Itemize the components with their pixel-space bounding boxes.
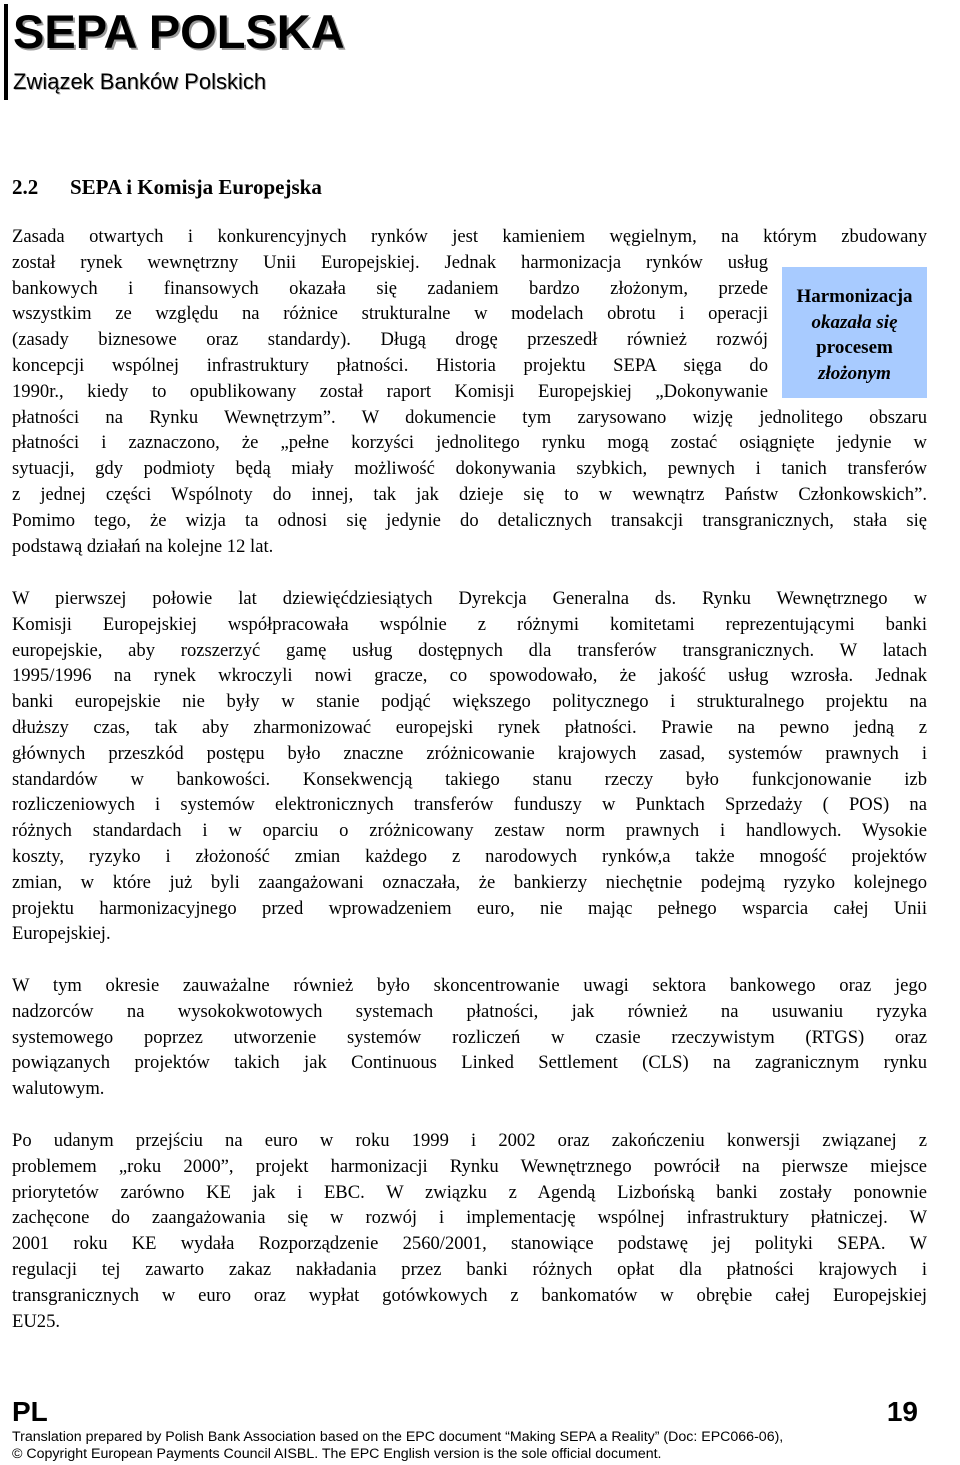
text-line: systemowego poprzez utworzenie systemów rozliczeń w czasie rzeczywistym (RTGS) oraz [12,1026,927,1048]
text-line: bankowych i finansowych okazała się zadaniem bardzo złożonym, przede [12,277,768,299]
text-line: zmian, w które już byli zaangażowani oznaczała, że bankierzy niechętnie podejmą ryzyko kolejnego [12,871,927,893]
text-line: podstawą działań na kolejne 12 lat. [12,535,274,557]
text-line: został rynek wewnętrzny Unii Europejskiej. Jednak harmonizacja rynków usług [12,251,768,273]
section-heading [12,174,322,200]
section-number: 2.2 [12,175,39,199]
text-line: 1995/1996 na rynek wkroczyli nowi gracze, co spowodowało, że jakość usług wzrosła. Jednak [12,665,927,687]
text-line: z jednej części Wspólnoty do innej, tak jak dzieje się to w wewnątrz Państw Członkowskich”. [12,483,927,505]
text-line: Europejskiej. [12,923,111,945]
text-line: głównych przeszkód postępu było znaczne zróżnicowanie krajowych zasad, systemów prawnych i [12,742,927,764]
footer-note-line: © Copyright European Payments Council AISBL. The EPC English version is the sole official document. [12,1446,662,1462]
margin-note-line: złożonym [818,363,891,384]
text-line: różnych standardach i w oparciu o zróżnicowany zestaw norm prawnych i handlowych. Wysokie [12,820,927,842]
text-line: płatności na Rynku Wewnętrzym”. W dokumencie tym zarysowano wizję jednolitego obszaru [12,406,927,428]
header-rule [4,4,8,100]
footer-note-line: Translation prepared by Polish Bank Association based on the EPC document “Making SEPA a Reality” (Doc: EPC066-06), [12,1429,784,1445]
text-line: Pomimo tego, że wizja ta odnosi się jedynie do detalicznych transakcji transgranicznych, stała się [12,509,927,531]
margin-note-line: procesem [816,337,893,358]
text-line: dłuższy czas, tak aby zharmonizować europejski rynek płatności. Prawie na pewno jedną z [12,716,927,738]
footer-note [12,1429,932,1463]
paragraph-4 [12,1128,927,1334]
text-line: 1990r., kiedy to opublikowany został raport Komisji Europejskiej „Dokonywanie [12,380,768,402]
text-line: powiązanych projektów takich jak Continuous Linked Settlement (CLS) na zagranicznym rynku [12,1052,927,1074]
text-line: europejskie, aby rozszerzyć gamę usług dostępnych dla transferów transgranicznych. W latach [12,639,927,661]
text-line: walutowym. [12,1078,105,1100]
text-line: zachęcone do zaangażowania się w rozwój i implementację wspólnej infrastruktury płatniczej. W [12,1207,927,1229]
margin-note-line: Harmonizacja [796,286,913,307]
page-number: 19 [886,1396,918,1427]
text-line: transgranicznych w euro oraz wypłat gotówkowych z bankomatów w obrębie całej Europejskiej [12,1284,927,1306]
text-line: sytuacji, gdy podmioty będą miały możliwość dokonywania szybkich, pewnych i tanich transferów [12,458,927,480]
paragraph-2 [12,586,927,947]
text-line: wszystkim ze względu na różnice strukturalne w modelach obrotu i operacji [12,303,768,325]
text-line: koszty, ryzyko i złożoność zmian każdego z narodowych rynków,a także mnogość projektów [12,845,927,867]
text-line: Komisji Europejskiej współpracowała wspólnie z różnymi komitetami reprezentującymi banki [12,613,927,635]
text-line: W pierwszej połowie lat dziewięćdziesiątych Dyrekcja Generalna ds. Rynku Wewnętrznego w [12,588,927,609]
page-subtitle: Związek Banków Polskich [13,69,267,94]
text-line: projektu harmonizacyjnego przed wprowadzeniem euro, nie mając pełnego wsparcia całej Unii [12,897,927,919]
text-line: priorytetów zarówno KE jak i EBC. W związku z Agendą Lizbońską banki zostały ponownie [12,1181,927,1203]
text-line: płatności i zaznaczono, że „pełne korzyści jednolitego rynku mogą zostać osiągnięte jedynie w [12,432,927,454]
text-line: (zasady biznesowe oraz standardy). Długą drogę przeszedł również rozwój [12,329,768,351]
text-line: regulacji tej zawarto zakaz nakładania przez banki różnych opłat dla płatności krajowych i [12,1258,927,1280]
text-line: W tym okresie zauważalne również było skoncentrowanie uwagi sektora bankowego oraz jego [12,975,927,996]
text-line: standardów w bankowości. Konsekwencją takiego stanu rzeczy było funkcjonowanie izb [12,768,927,790]
text-line: problemem „roku 2000”, projekt harmonizacji Rynku Wewnętrznego powrócił na pierwsze miejsce [12,1155,927,1177]
footer-language: PL [12,1396,48,1427]
text-line: Po udanym przejściu na euro w roku 1999 i 2002 oraz zakończeniu konwersji związanej z [12,1130,927,1151]
text-line: koncepcji wspólnej infrastruktury płatności. Historia projektu SEPA sięga do [12,354,768,376]
text-line: 2001 roku KE wydała Rozporządzenie 2560/2001, stanowiące podstawę jej polityki SEPA. W [12,1233,927,1255]
text-line: Zasada otwartych i konkurencyjnych rynków jest kamieniem węgielnym, na którym zbudowany [12,226,927,247]
margin-note-line: okazała się [811,312,898,333]
text-line: banki europejskie nie były w stanie podjąć większego politycznego i strukturalnego projektu na [12,691,927,713]
paragraph-1 [12,224,927,559]
text-line: nadzorców na wysokokwotowych systemach płatności, jak również na usuwaniu ryzyka [12,1000,927,1022]
text-line: EU25. [12,1310,61,1332]
section-title: SEPA i Komisja Europejska [70,175,322,199]
text-line: rozliczeniowych i systemów elektronicznych transferów funduszy w Punktach Sprzedaży ( POS) na [12,794,927,816]
page-title: SEPA POLSKA [13,5,345,58]
paragraph-3 [12,973,927,1102]
